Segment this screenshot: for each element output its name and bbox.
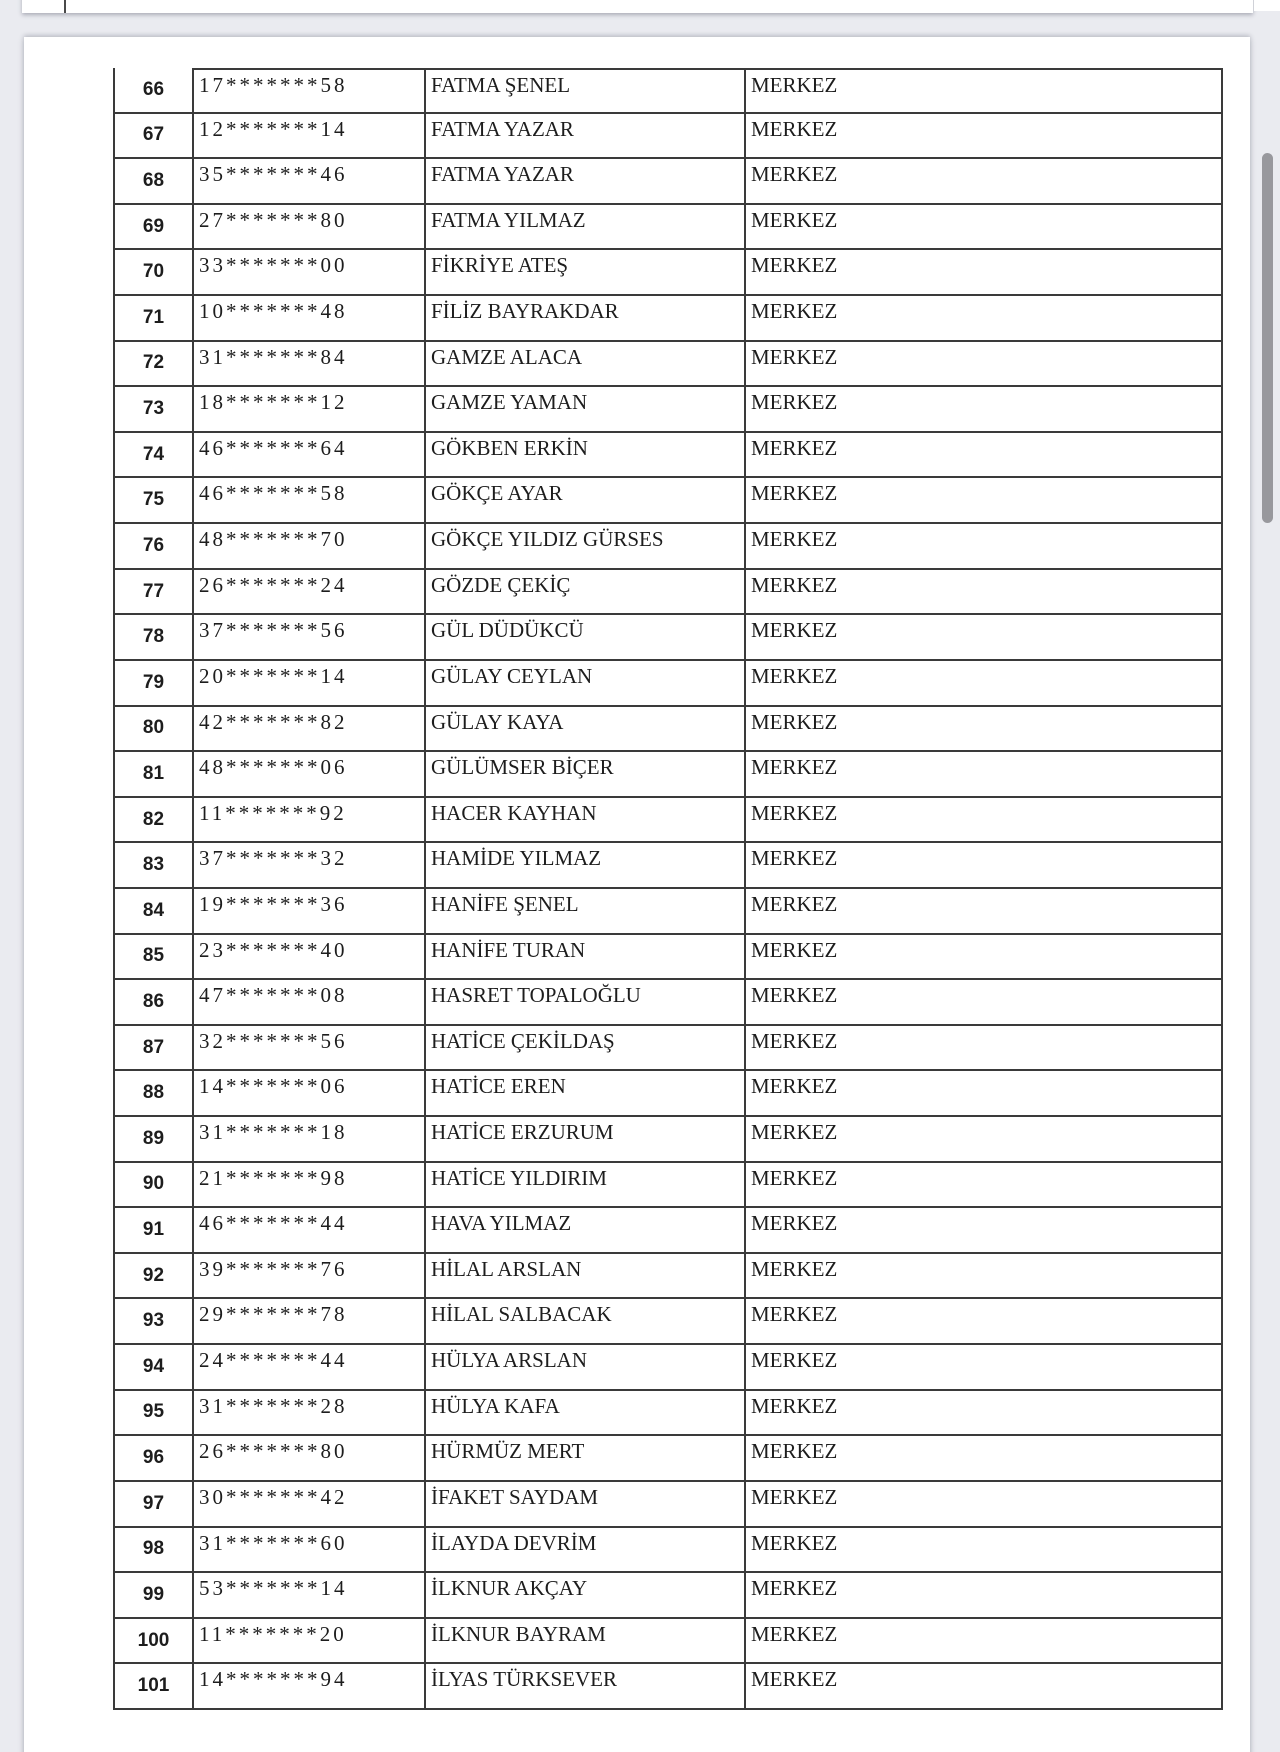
masked-id-cell: 20*******14 xyxy=(192,661,424,707)
masked-id-cell: 11*******20 xyxy=(192,1619,424,1665)
name-cell: HAVA YILMAZ xyxy=(424,1208,744,1254)
district-cell: MERKEZ xyxy=(744,1573,1223,1619)
name-cell: HASRET TOPALOĞLU xyxy=(424,980,744,1026)
table-row xyxy=(113,1345,1223,1391)
previous-page-edge xyxy=(22,0,1253,13)
name-cell: FİLİZ BAYRAKDAR xyxy=(424,296,744,342)
row-number-cell: 74 xyxy=(113,433,192,479)
table-row xyxy=(113,1436,1223,1482)
district-cell: MERKEZ xyxy=(744,1071,1223,1117)
row-number-cell: 80 xyxy=(113,707,192,753)
row-number-cell: 94 xyxy=(113,1345,192,1391)
masked-id-cell: 10*******48 xyxy=(192,296,424,342)
row-number-cell: 76 xyxy=(113,524,192,570)
row-number-cell: 83 xyxy=(113,843,192,889)
table-row xyxy=(113,68,1223,114)
district-cell: MERKEZ xyxy=(744,1391,1223,1437)
name-cell: GAMZE YAMAN xyxy=(424,387,744,433)
table-row xyxy=(113,478,1223,524)
district-cell: MERKEZ xyxy=(744,980,1223,1026)
name-cell: GÖKÇE AYAR xyxy=(424,478,744,524)
row-number-cell: 100 xyxy=(113,1619,192,1665)
table-row xyxy=(113,1528,1223,1574)
name-cell: HİLAL ARSLAN xyxy=(424,1254,744,1300)
district-cell: MERKEZ xyxy=(744,843,1223,889)
district-cell: MERKEZ xyxy=(744,478,1223,524)
name-cell: HATİCE ÇEKİLDAŞ xyxy=(424,1026,744,1072)
name-cell: HANİFE ŞENEL xyxy=(424,889,744,935)
table-row xyxy=(113,524,1223,570)
district-cell: MERKEZ xyxy=(744,1208,1223,1254)
district-cell: MERKEZ xyxy=(744,615,1223,661)
masked-id-cell: 46*******58 xyxy=(192,478,424,524)
masked-id-cell: 33*******00 xyxy=(192,250,424,296)
district-cell: MERKEZ xyxy=(744,1345,1223,1391)
row-number-cell: 90 xyxy=(113,1163,192,1209)
district-cell: MERKEZ xyxy=(744,524,1223,570)
masked-id-cell: 37*******56 xyxy=(192,615,424,661)
table-row xyxy=(113,1071,1223,1117)
row-number-cell: 77 xyxy=(113,570,192,616)
district-cell: MERKEZ xyxy=(744,1436,1223,1482)
masked-id-cell: 14*******06 xyxy=(192,1071,424,1117)
name-cell: FATMA YAZAR xyxy=(424,114,744,160)
name-cell: GÖKÇE YILDIZ GÜRSES xyxy=(424,524,744,570)
district-cell: MERKEZ xyxy=(744,1117,1223,1163)
table-row xyxy=(113,1664,1223,1710)
row-number-cell: 67 xyxy=(113,114,192,160)
table-row xyxy=(113,798,1223,844)
district-cell: MERKEZ xyxy=(744,661,1223,707)
row-number-cell: 86 xyxy=(113,980,192,1026)
masked-id-cell: 21*******98 xyxy=(192,1163,424,1209)
row-number-cell: 89 xyxy=(113,1117,192,1163)
row-number-cell: 81 xyxy=(113,752,192,798)
table-row xyxy=(113,615,1223,661)
table-row xyxy=(113,1026,1223,1072)
table-row xyxy=(113,1208,1223,1254)
masked-id-cell: 37*******32 xyxy=(192,843,424,889)
masked-id-cell: 46*******64 xyxy=(192,433,424,479)
name-cell: HÜLYA ARSLAN xyxy=(424,1345,744,1391)
masked-id-cell: 35*******46 xyxy=(192,159,424,205)
name-cell: HATİCE ERZURUM xyxy=(424,1117,744,1163)
name-cell: HÜLYA KAFA xyxy=(424,1391,744,1437)
masked-id-cell: 12*******14 xyxy=(192,114,424,160)
name-cell: HACER KAYHAN xyxy=(424,798,744,844)
table-row xyxy=(113,980,1223,1026)
table-row xyxy=(113,159,1223,205)
row-number-cell: 69 xyxy=(113,205,192,251)
masked-id-cell: 19*******36 xyxy=(192,889,424,935)
table-row xyxy=(113,661,1223,707)
table-row xyxy=(113,250,1223,296)
table-row xyxy=(113,296,1223,342)
masked-id-cell: 42*******82 xyxy=(192,707,424,753)
masked-id-cell: 27*******80 xyxy=(192,205,424,251)
name-cell: FATMA ŞENEL xyxy=(424,68,744,114)
table-row xyxy=(113,1619,1223,1665)
name-cell: İLKNUR AKÇAY xyxy=(424,1573,744,1619)
name-cell: HATİCE YILDIRIM xyxy=(424,1163,744,1209)
masked-id-cell: 39*******76 xyxy=(192,1254,424,1300)
masked-id-cell: 31*******84 xyxy=(192,342,424,388)
row-number-cell: 97 xyxy=(113,1482,192,1528)
row-number-cell: 82 xyxy=(113,798,192,844)
row-number-cell: 87 xyxy=(113,1026,192,1072)
name-cell: HATİCE EREN xyxy=(424,1071,744,1117)
table-row xyxy=(113,1117,1223,1163)
previous-page-table-line xyxy=(64,0,66,13)
name-cell: GÜLÜMSER BİÇER xyxy=(424,752,744,798)
district-cell: MERKEZ xyxy=(744,1026,1223,1072)
document-page xyxy=(24,37,1250,1752)
masked-id-cell: 53*******14 xyxy=(192,1573,424,1619)
name-cell: FATMA YAZAR xyxy=(424,159,744,205)
row-number-cell: 96 xyxy=(113,1436,192,1482)
district-cell: MERKEZ xyxy=(744,752,1223,798)
name-cell: İLYAS TÜRKSEVER xyxy=(424,1664,744,1710)
table-row xyxy=(113,843,1223,889)
name-cell: HAMİDE YILMAZ xyxy=(424,843,744,889)
name-cell: GAMZE ALACA xyxy=(424,342,744,388)
masked-id-cell: 30*******42 xyxy=(192,1482,424,1528)
row-number-cell: 84 xyxy=(113,889,192,935)
table-row xyxy=(113,1163,1223,1209)
table-row xyxy=(113,752,1223,798)
name-cell: İFAKET SAYDAM xyxy=(424,1482,744,1528)
masked-id-cell: 17*******58 xyxy=(192,68,424,114)
name-cell: GÖZDE ÇEKİÇ xyxy=(424,570,744,616)
masked-id-cell: 29*******78 xyxy=(192,1299,424,1345)
masked-id-cell: 31*******28 xyxy=(192,1391,424,1437)
table-row xyxy=(113,1299,1223,1345)
name-cell: GÜLAY CEYLAN xyxy=(424,661,744,707)
district-cell: MERKEZ xyxy=(744,1482,1223,1528)
row-number-cell: 99 xyxy=(113,1573,192,1619)
masked-id-cell: 31*******60 xyxy=(192,1528,424,1574)
district-cell: MERKEZ xyxy=(744,433,1223,479)
district-cell: MERKEZ xyxy=(744,159,1223,205)
row-number-cell: 72 xyxy=(113,342,192,388)
row-number-cell: 70 xyxy=(113,250,192,296)
masked-id-cell: 48*******70 xyxy=(192,524,424,570)
table-row xyxy=(113,1391,1223,1437)
district-cell: MERKEZ xyxy=(744,889,1223,935)
table-row xyxy=(113,114,1223,160)
scrollbar-thumb[interactable] xyxy=(1262,153,1273,523)
table-row xyxy=(113,387,1223,433)
masked-id-cell: 31*******18 xyxy=(192,1117,424,1163)
district-cell: MERKEZ xyxy=(744,1664,1223,1710)
table-row xyxy=(113,707,1223,753)
district-cell: MERKEZ xyxy=(744,1528,1223,1574)
row-number-cell: 92 xyxy=(113,1254,192,1300)
row-number-cell: 95 xyxy=(113,1391,192,1437)
row-number-cell: 79 xyxy=(113,661,192,707)
district-cell: MERKEZ xyxy=(744,250,1223,296)
masked-id-cell: 23*******40 xyxy=(192,935,424,981)
name-cell: HANİFE TURAN xyxy=(424,935,744,981)
masked-id-cell: 26*******24 xyxy=(192,570,424,616)
masked-id-cell: 14*******94 xyxy=(192,1664,424,1710)
table-row xyxy=(113,935,1223,981)
masked-id-cell: 46*******44 xyxy=(192,1208,424,1254)
district-cell: MERKEZ xyxy=(744,387,1223,433)
district-cell: MERKEZ xyxy=(744,707,1223,753)
row-number-cell: 73 xyxy=(113,387,192,433)
row-number-cell: 101 xyxy=(113,1664,192,1710)
masked-id-cell: 24*******44 xyxy=(192,1345,424,1391)
row-number-cell: 88 xyxy=(113,1071,192,1117)
row-number-cell: 93 xyxy=(113,1299,192,1345)
masked-id-cell: 48*******06 xyxy=(192,752,424,798)
table-row xyxy=(113,1482,1223,1528)
district-cell: MERKEZ xyxy=(744,68,1223,114)
row-number-cell: 98 xyxy=(113,1528,192,1574)
name-cell: HİLAL SALBACAK xyxy=(424,1299,744,1345)
row-number-cell: 75 xyxy=(113,478,192,524)
district-cell: MERKEZ xyxy=(744,114,1223,160)
masked-id-cell: 26*******80 xyxy=(192,1436,424,1482)
table-row xyxy=(113,1573,1223,1619)
table-row xyxy=(113,342,1223,388)
district-cell: MERKEZ xyxy=(744,296,1223,342)
row-number-cell: 85 xyxy=(113,935,192,981)
table-row xyxy=(113,889,1223,935)
masked-id-cell: 11*******92 xyxy=(192,798,424,844)
district-cell: MERKEZ xyxy=(744,205,1223,251)
table-row xyxy=(113,433,1223,479)
district-cell: MERKEZ xyxy=(744,1299,1223,1345)
registry-table xyxy=(113,68,1223,1710)
row-number-cell: 68 xyxy=(113,159,192,205)
row-number-cell: 91 xyxy=(113,1208,192,1254)
name-cell: GÜLAY KAYA xyxy=(424,707,744,753)
district-cell: MERKEZ xyxy=(744,1254,1223,1300)
district-cell: MERKEZ xyxy=(744,935,1223,981)
district-cell: MERKEZ xyxy=(744,342,1223,388)
masked-id-cell: 47*******08 xyxy=(192,980,424,1026)
name-cell: GÜL DÜDÜKCÜ xyxy=(424,615,744,661)
scrollbar-track-top xyxy=(1254,0,1280,11)
name-cell: FATMA YILMAZ xyxy=(424,205,744,251)
name-cell: FİKRİYE ATEŞ xyxy=(424,250,744,296)
row-number-cell: 66 xyxy=(113,68,192,114)
masked-id-cell: 32*******56 xyxy=(192,1026,424,1072)
table-row xyxy=(113,1254,1223,1300)
masked-id-cell: 18*******12 xyxy=(192,387,424,433)
district-cell: MERKEZ xyxy=(744,570,1223,616)
name-cell: GÖKBEN ERKİN xyxy=(424,433,744,479)
row-number-cell: 71 xyxy=(113,296,192,342)
row-number-cell: 78 xyxy=(113,615,192,661)
table-row xyxy=(113,570,1223,616)
table-row xyxy=(113,205,1223,251)
name-cell: İLKNUR BAYRAM xyxy=(424,1619,744,1665)
name-cell: İLAYDA DEVRİM xyxy=(424,1528,744,1574)
name-cell: HÜRMÜZ MERT xyxy=(424,1436,744,1482)
district-cell: MERKEZ xyxy=(744,1163,1223,1209)
district-cell: MERKEZ xyxy=(744,798,1223,844)
district-cell: MERKEZ xyxy=(744,1619,1223,1665)
